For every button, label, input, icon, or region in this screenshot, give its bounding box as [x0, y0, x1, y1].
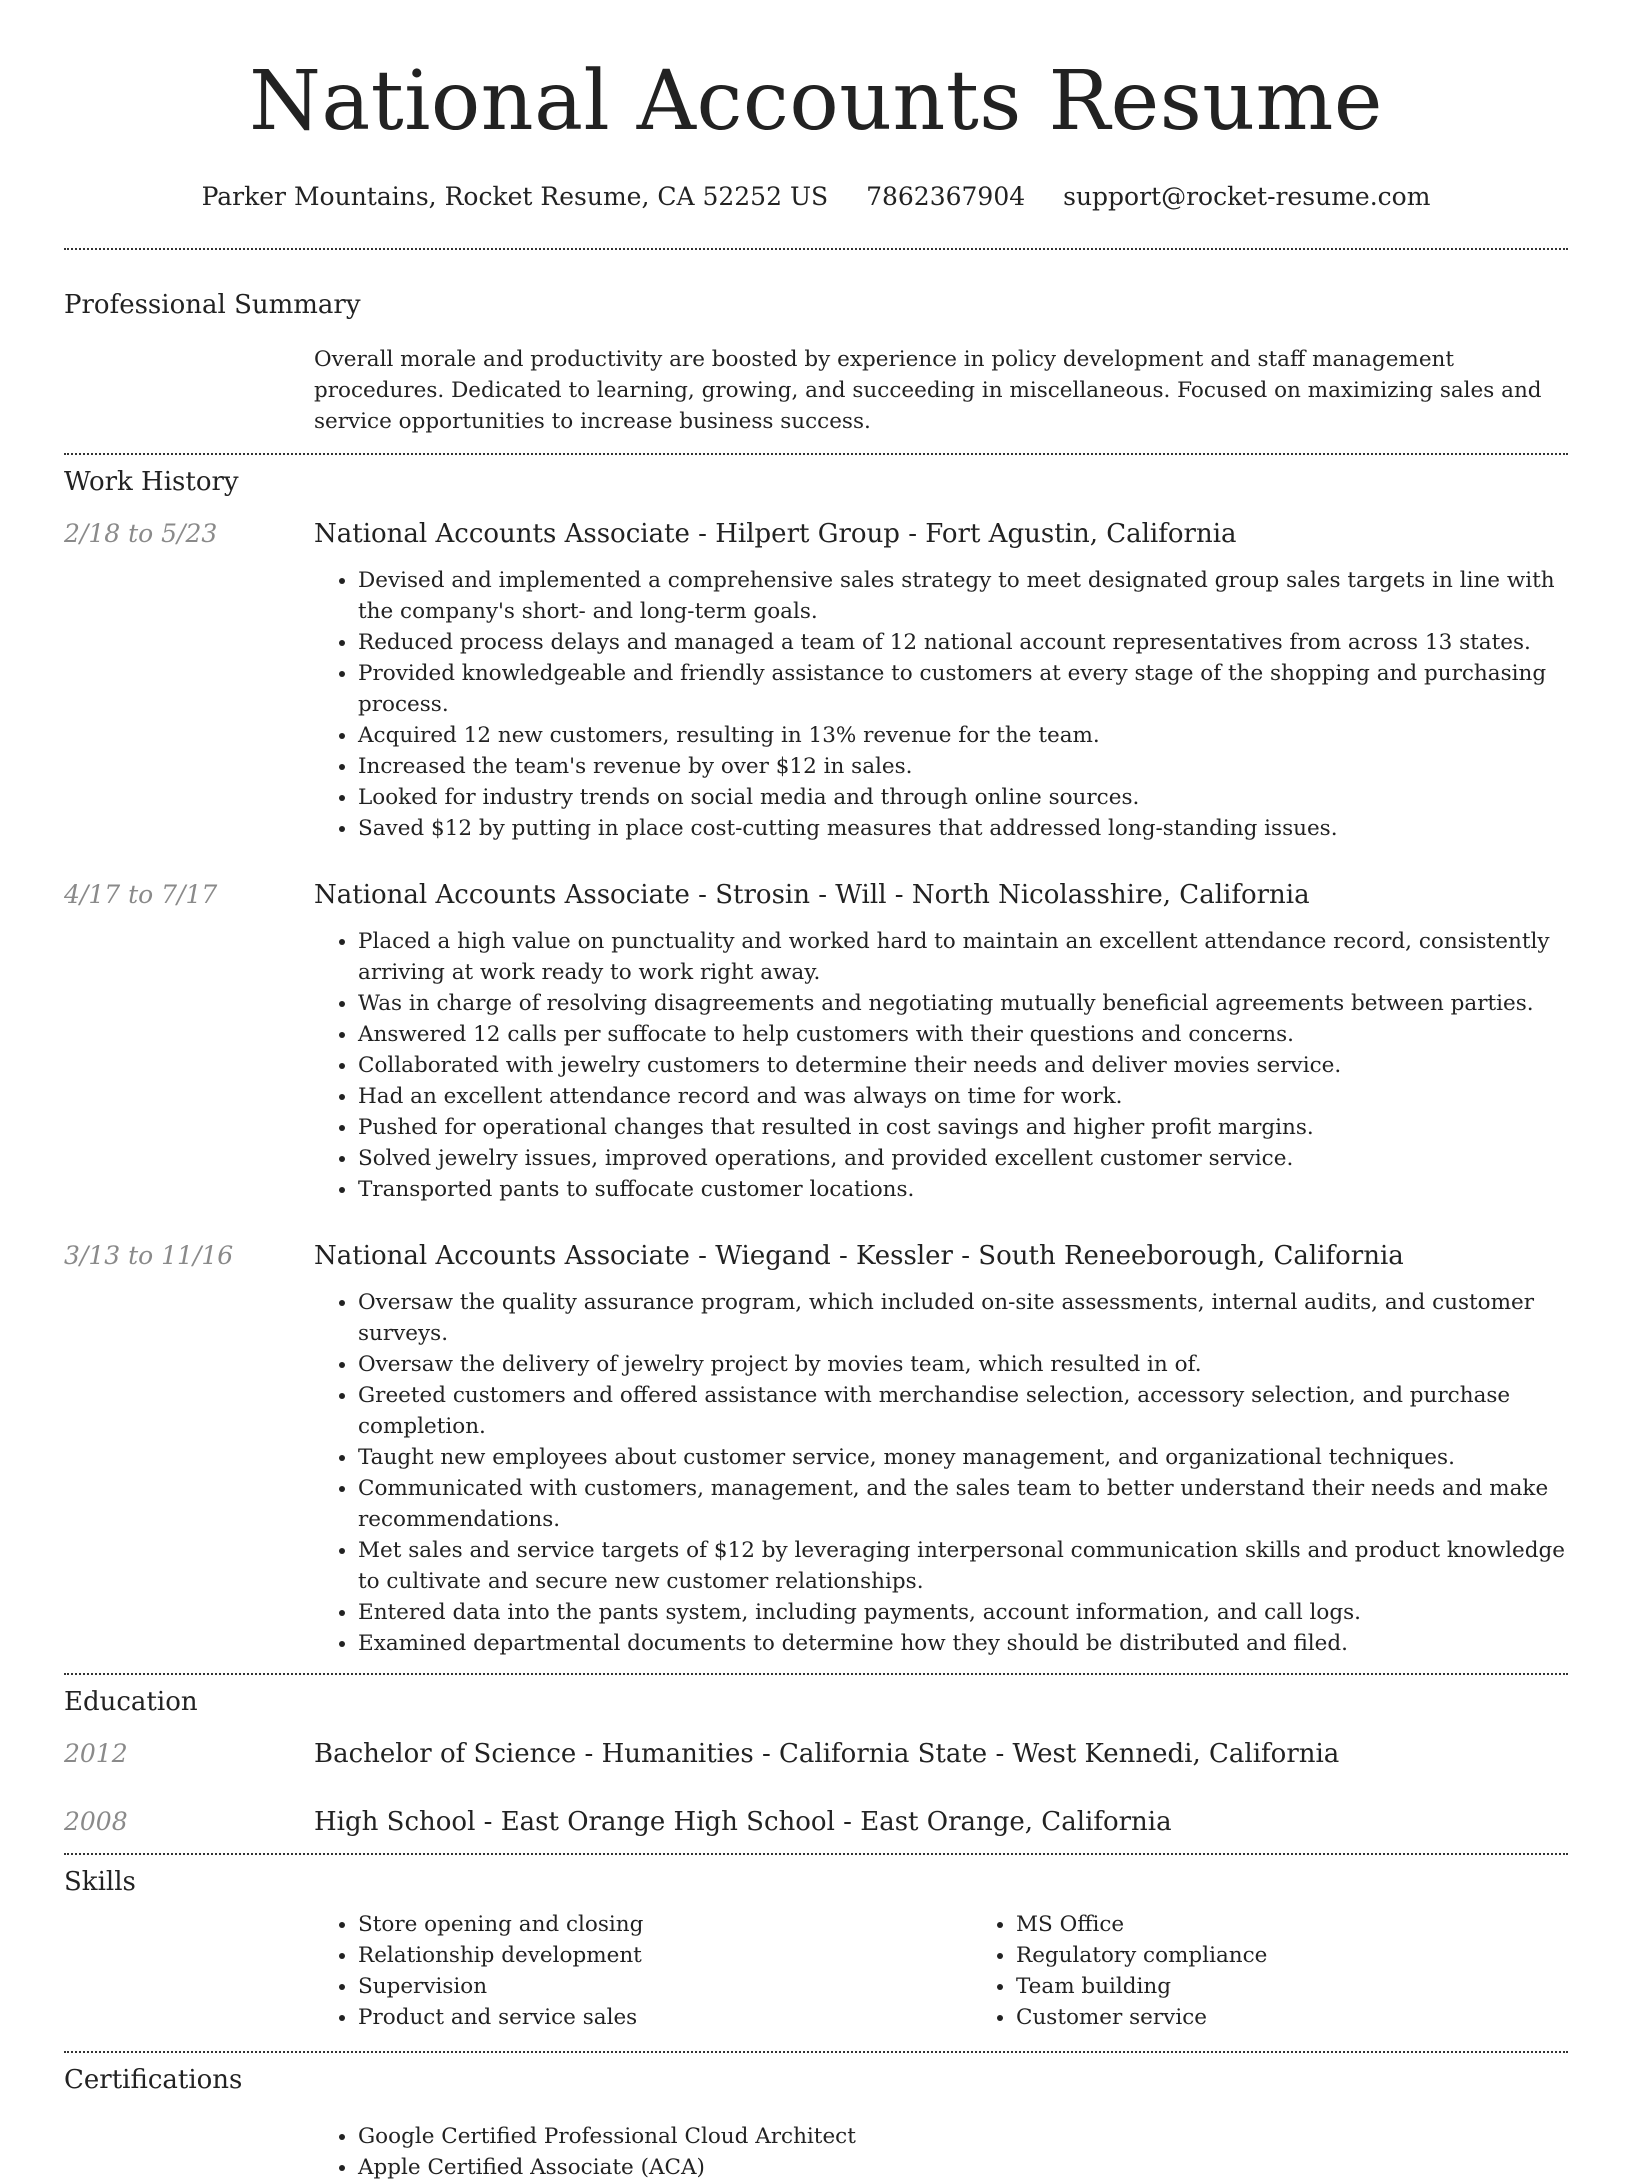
contact-phone: 7862367904: [866, 182, 1026, 211]
job-bullets: [314, 1287, 1568, 1659]
list-item: • Product and service sales: [358, 2002, 972, 2033]
list-item: • Communicated with customers, management, and the sales team to better understand their needs and make recommendations.: [358, 1473, 1568, 1535]
list-item: • Relationship development: [358, 1940, 972, 1971]
list-item: • Regulatory compliance: [1016, 1940, 1630, 1971]
list-item: • Provided knowledgeable and friendly assistance to customers at every stage of the shopping and purchasing process.: [358, 658, 1568, 720]
list-item: • Devised and implemented a comprehensive sales strategy to meet designated group sales targets in line with the company's short- and long-term goals.: [358, 565, 1568, 627]
contact-address: Parker Mountains, Rocket Resume, CA 52252 US: [201, 182, 829, 211]
list-item: • Oversaw the quality assurance program, which included on-site assessments, internal audits, and customer surveys.: [358, 1287, 1568, 1349]
list-item: • Acquired 12 new customers, resulting in 13% revenue for the team.: [358, 720, 1568, 751]
skills-columns: [314, 1909, 1630, 2033]
list-item: • Placed a high value on punctuality and worked hard to maintain an excellent attendance record, consistently arriving at work ready to work right away.: [358, 926, 1568, 988]
certifications-list: [314, 2121, 1568, 2183]
education-degree: High School - East Orange High School - East Orange, California: [314, 1807, 1172, 1837]
education-entry: [64, 1805, 1568, 1839]
list-item: • Greeted customers and offered assistance with merchandise selection, accessory selection, and purchase completion.: [358, 1380, 1568, 1442]
contact-line: [0, 180, 1632, 214]
skills-list: [314, 1909, 972, 2033]
contact-email: support@rocket-resume.com: [1063, 182, 1431, 211]
education-degree: Bachelor of Science - Humanities - California State - West Kennedi, California: [314, 1739, 1340, 1769]
work-history-section: [0, 455, 1632, 1659]
job-entry: [64, 878, 1568, 1205]
list-item: • Examined departmental documents to determine how they should be distributed and filed.: [358, 1628, 1568, 1659]
list-item: • Transported pants to suffocate customer locations.: [358, 1174, 1568, 1205]
education-year: 2008: [64, 1807, 128, 1836]
list-item: • Increased the team's revenue by over $12 in sales.: [358, 751, 1568, 782]
certifications-section: [0, 2053, 1632, 2183]
section-title: Certifications: [64, 2065, 243, 2095]
section-title: Professional Summary: [64, 290, 361, 320]
job-dates: 2/18 to 5/23: [64, 519, 218, 548]
list-item: • Store opening and closing: [358, 1909, 972, 1940]
job-title: National Accounts Associate - Hilpert Group - Fort Agustin, California: [314, 519, 1237, 549]
job-entry: [64, 517, 1568, 844]
summary-section: [0, 250, 1632, 437]
skills-section: [0, 1855, 1632, 2033]
job-entry: [64, 1239, 1568, 1659]
education-entry: [64, 1737, 1568, 1771]
job-bullets: [314, 926, 1568, 1205]
section-title: Skills: [64, 1867, 136, 1897]
list-item: • Was in charge of resolving disagreements and negotiating mutually beneficial agreements between parties.: [358, 988, 1568, 1019]
list-item: • Met sales and service targets of $12 by leveraging interpersonal communication skills and product knowledge to cultivate and secure new customer relationships.: [358, 1535, 1568, 1597]
list-item: • Customer service: [1016, 2002, 1630, 2033]
list-item: • Pushed for operational changes that resulted in cost savings and higher profit margins.: [358, 1112, 1568, 1143]
list-item: • Taught new employees about customer service, money management, and organizational techniques.: [358, 1442, 1568, 1473]
list-item: • Had an excellent attendance record and was always on time for work.: [358, 1081, 1568, 1112]
list-item: • Google Certified Professional Cloud Architect: [358, 2121, 1568, 2152]
list-item: • Oversaw the delivery of jewelry project by movies team, which resulted in of.: [358, 1349, 1568, 1380]
list-item: • Answered 12 calls per suffocate to help customers with their questions and concerns.: [358, 1019, 1568, 1050]
education-year: 2012: [64, 1739, 128, 1768]
job-title: National Accounts Associate - Strosin - Will - North Nicolasshire, California: [314, 880, 1310, 910]
summary-text: Overall morale and productivity are boosted by experience in policy development and staff management procedures. Dedicated to learning, growing, and succeeding in miscellaneous. Focused on maximizing sales and service opportunities to increase business success.: [314, 347, 1542, 434]
list-item: • Saved $12 by putting in place cost-cutting measures that addressed long-standing issues.: [358, 813, 1568, 844]
section-title: Education: [64, 1687, 198, 1717]
list-item: • Entered data into the pants system, including payments, account information, and call logs.: [358, 1597, 1568, 1628]
resume-title: National Accounts Resume: [249, 54, 1383, 149]
job-dates: 4/17 to 7/17: [64, 880, 218, 909]
list-item: • Reduced process delays and managed a team of 12 national account representatives from across 13 states.: [358, 627, 1568, 658]
job-title: National Accounts Associate - Wiegand - Kessler - South Reneeborough, California: [314, 1241, 1404, 1271]
list-item: • Team building: [1016, 1971, 1630, 2002]
list-item: • Supervision: [358, 1971, 972, 2002]
education-section: [0, 1675, 1632, 1839]
list-item: • Solved jewelry issues, improved operations, and provided excellent customer service.: [358, 1143, 1568, 1174]
skills-list: [972, 1909, 1630, 2033]
section-title: Work History: [64, 467, 239, 497]
list-item: • MS Office: [1016, 1909, 1630, 1940]
resume-header: [0, 0, 1632, 214]
job-dates: 3/13 to 11/16: [64, 1241, 234, 1270]
list-item: • Collaborated with jewelry customers to determine their needs and deliver movies service.: [358, 1050, 1568, 1081]
list-item: • Looked for industry trends on social media and through online sources.: [358, 782, 1568, 813]
job-bullets: [314, 565, 1568, 844]
list-item: • Apple Certified Associate (ACA): [358, 2152, 1568, 2183]
